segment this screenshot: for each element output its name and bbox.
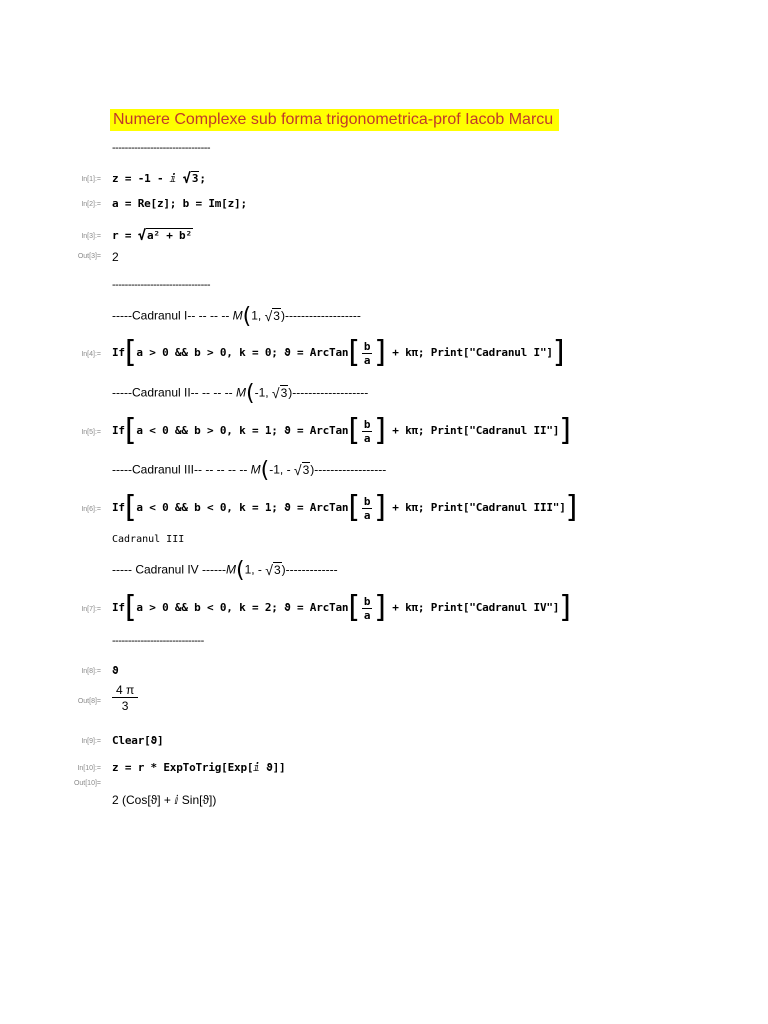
output-value [112, 683, 138, 714]
cell-label: In[7]:= [81, 606, 101, 613]
input-code[interactable]: a = Re[z]; b = Im[z]; [112, 197, 247, 210]
output-value: 2 (Cos[ϑ] + ⅈ Sin[ϑ]) [112, 793, 217, 807]
sqrt-symbol: √3 [271, 384, 288, 401]
sqrt-symbol: √3 [293, 461, 310, 478]
cell-label: In[5]:= [81, 429, 101, 436]
input-code[interactable]: Clear[ϑ] [112, 734, 164, 747]
input-code[interactable]: If[a > 0 && b < 0, k = 2; ϑ = ArcTan[ $\frac{b}{a}$ ] + kπ; Print["Cadranul IV"]] [112, 590, 571, 625]
cell-label: In[6]:= [81, 506, 101, 513]
cell-label: In[9]:= [81, 738, 101, 745]
fraction: $\frac{b}{a}$ [363, 417, 371, 445]
sqrt-symbol: √3 [264, 307, 280, 324]
input-code[interactable]: If[a < 0 && b < 0, k = 1; ϑ = ArcTan[ $\frac{b}{a}$ ] + kπ; Print["Cadranul III"]] [112, 490, 578, 525]
sqrt-symbol: √a² + b² [137, 228, 192, 244]
notebook-title: Numere Complexe sub forma trigonometrica-prof Iacob Marcu [110, 109, 559, 131]
fraction: $\frac{b}{a}$ [363, 594, 371, 622]
cell-label: In[1]:= [81, 176, 101, 183]
input-code[interactable]: If[a > 0 && b > 0, k = 0; ϑ = ArcTan[ $\frac{b}{a}$ ] + kπ; Print["Cadranul I"]] [112, 335, 565, 370]
cell-label: In[8]:= [81, 668, 101, 675]
input-code[interactable]: z = -1 - ⅈ √3; [112, 171, 206, 187]
cell-label: In[2]:= [81, 201, 101, 208]
sqrt-symbol: √3 [265, 561, 281, 578]
cell-label: Out[10]= [73, 780, 101, 787]
input-code[interactable]: If[a < 0 && b > 0, k = 1; ϑ = ArcTan[ $\frac{b}{a}$ ] + kπ; Print["Cadranul II"]] [112, 413, 571, 448]
fraction: $\frac{b}{a}$ [363, 494, 371, 522]
fraction: $\frac{4 \pi}{3}$ [112, 683, 138, 714]
cell-label: In[4]:= [81, 351, 101, 358]
output-value: 2 [112, 250, 119, 264]
cell-label: In[3]:= [81, 233, 101, 240]
sqrt-symbol: √3 [182, 171, 199, 187]
cell-label: Out[3]= [77, 253, 101, 260]
cell-label: In[10]:= [77, 765, 101, 772]
fraction: $\frac{b}{a}$ [363, 339, 371, 367]
cell-label: Out[8]= [77, 698, 101, 705]
input-code[interactable]: z = r * ExpToTrig[Exp[ⅈ ϑ]] [112, 761, 286, 774]
input-code[interactable]: r = √a² + b² [112, 228, 192, 244]
input-code[interactable]: ϑ [112, 664, 119, 677]
